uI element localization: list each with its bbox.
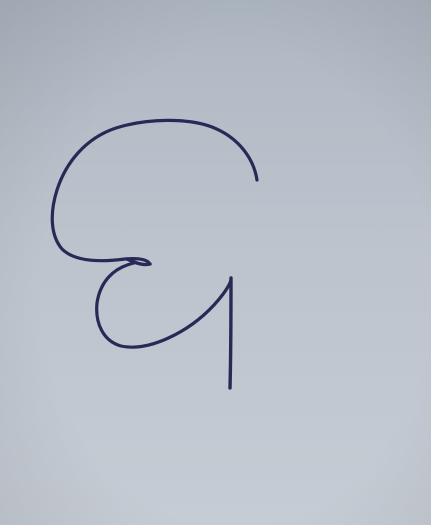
glyph-lower-bowl-stroke (97, 263, 231, 347)
glyph-descender-stroke (230, 278, 231, 388)
glyph-upper-loop-stroke (52, 120, 257, 264)
